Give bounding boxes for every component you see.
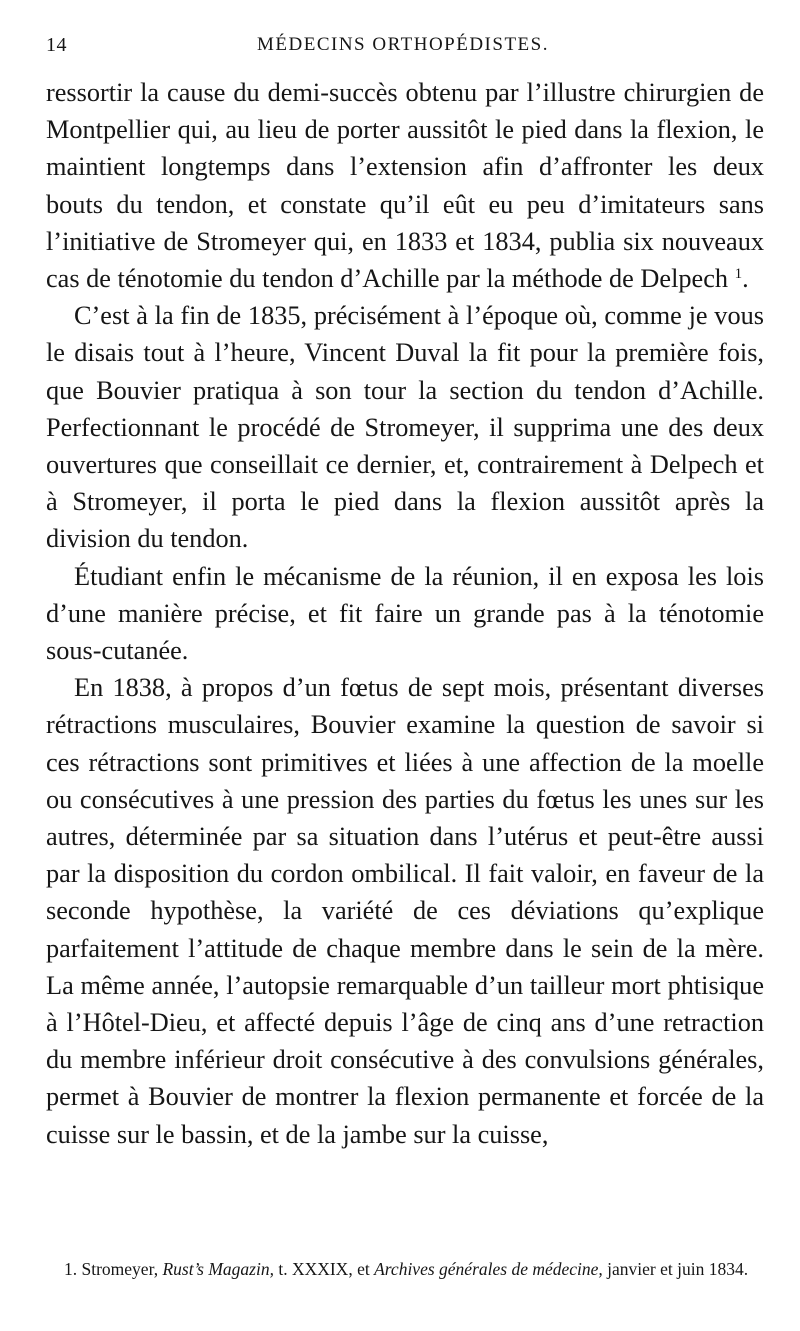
footnote-1: [46, 1258, 764, 1282]
footnote-author: Stromeyer,: [81, 1259, 159, 1279]
footnote-journal-2: Archives générales de médecine,: [374, 1259, 603, 1279]
footnote-date: janvier et juin 1834.: [607, 1259, 749, 1279]
page-header: [46, 34, 760, 64]
footnotes: [46, 1258, 764, 1282]
footnote-marker: 1.: [64, 1259, 78, 1279]
paragraph-1: [46, 74, 764, 297]
paragraph-3: Étudiant enfin le mécanisme de la réunion, il en exposa les lois d’une manière précise, et fit faire un grande pas à la ténotomie sous-cutanée.: [46, 561, 764, 666]
footnote-volume: t. XXXIX, et: [278, 1259, 370, 1279]
running-head: MÉDECINS ORTHOPÉDISTES.: [257, 34, 549, 55]
paragraph-4: En 1838, à propos d’un fœtus de sept mois, présentant diverses rétractions musculaires, Bouvier examine la question de savoir si ces rétractions sont primitives et liées à une affection de la moelle ou consécutives à une pression des parties du fœtus les unes sur les autres, déterminée par sa situation dans l’utérus et peut-être aussi par la disposition du cordon ombilical. Il fait valoir, en faveur de la seconde hypothèse, la variété de ces déviations qu’explique parfaitement l’attitude de chaque membre dans le sein de la mère. La même année, l’autopsie remarquable d’un tailleur mort phtisique à l’Hôtel-Dieu, et affecté depuis l’âge de cinq ans d’une retraction du membre inférieur droit consécutive à des convulsions générales, permet à Bouvier de montrer la flexion permanente et forcée de la cuisse sur le bassin, et de la jambe sur la cuisse,: [46, 673, 764, 1149]
footnote-reference: 1: [734, 266, 743, 283]
body-text: [46, 74, 764, 1153]
page-number: 14: [46, 34, 67, 56]
paragraph-1-end: .: [742, 264, 749, 294]
paragraph-1-text: ressortir la cause du demi-succès obtenu par l’illustre chirurgien de Montpellier qui, au lieu de porter aussitôt le pied dans la flexion, le maintient longtemps dans l’extension afin d’affronter les deux bouts du tendon, et constate qu’il eût eu peu d’imitateurs sans l’initiative de Stromeyer qui, en 1833 et 1834, publia six nouveaux cas de ténotomie du tendon d’Achille par la méthode de Delpech: [46, 78, 764, 294]
footnote-journal-1: Rust’s Magazin,: [162, 1259, 274, 1279]
paragraph-2: C’est à la fin de 1835, précisément à l’époque où, comme je vous le disais tout à l’heure, Vincent Duval la fit pour la première fois, que Bouvier pratiqua à son tour la section du tendon d’Achille. Perfectionnant le procédé de Stromeyer, il supprima une des deux ouvertures que conseillait ce dernier, et, contrairement à Delpech et à Stromeyer, il porta le pied dans la flexion aussitôt après la division du tendon.: [46, 301, 764, 554]
